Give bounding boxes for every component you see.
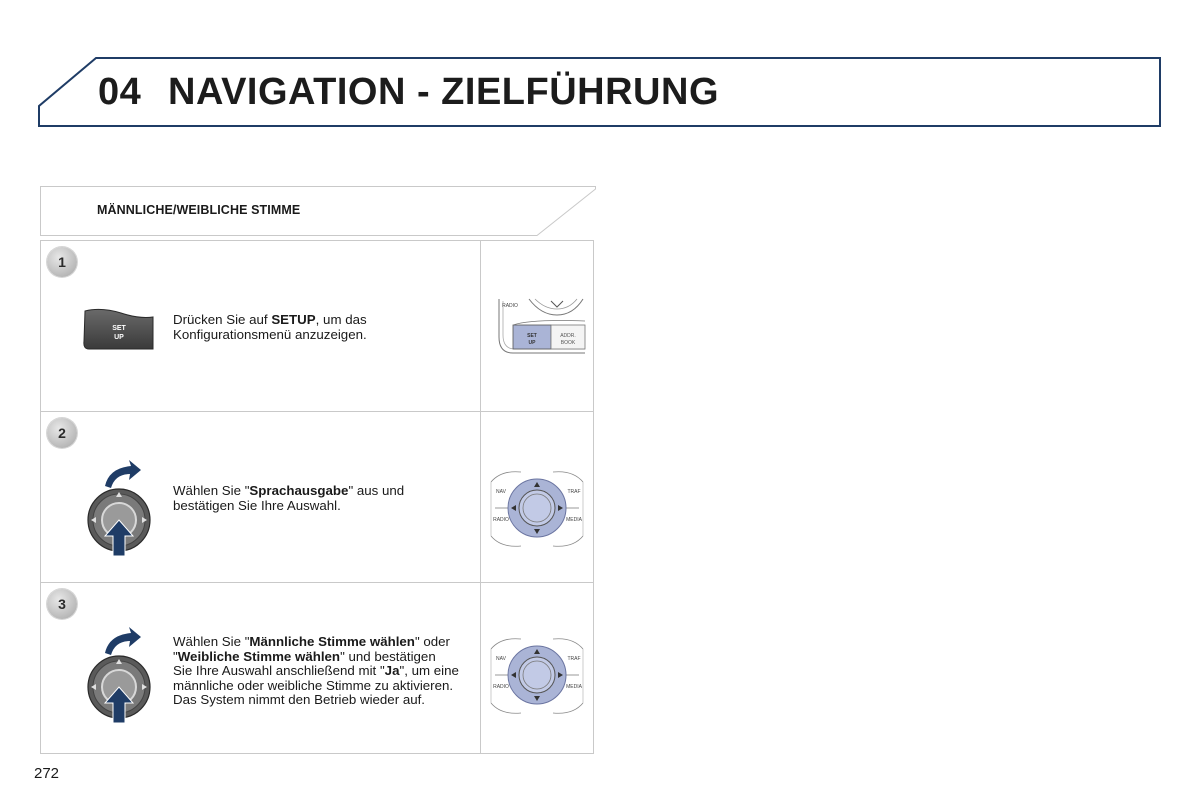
- nav-panel-diagram: [481, 583, 593, 754]
- step-2-text-c: " aus und: [348, 483, 405, 498]
- panel-media-label: MEDIA: [566, 517, 582, 523]
- rotary-knob-icon: [85, 625, 159, 730]
- step-number-badge: 1: [47, 247, 77, 277]
- step-3-text-g: Sie Ihre Auswahl anschließend mit ": [173, 663, 385, 678]
- panel-media-label: MEDIA: [566, 684, 582, 690]
- step-3-text-k: Das System nimmt den Betrieb wieder auf.: [173, 692, 426, 707]
- step-1-text-b: SETUP: [271, 312, 316, 327]
- step-3-panel: [481, 583, 593, 754]
- step-1-panel: [481, 241, 593, 411]
- step-3-text: [173, 635, 473, 708]
- setup-button-icon: [81, 305, 157, 358]
- panel-radio-label: RADIO: [493, 517, 509, 523]
- step-1-text-d: Konfigurationsmenü anzuzeigen.: [173, 326, 367, 342]
- steps-table: [40, 240, 594, 754]
- step-number-badge: 2: [47, 418, 77, 448]
- step-number-badge: 3: [47, 589, 77, 619]
- chapter-title: NAVIGATION - ZIELFÜHRUNG: [168, 71, 719, 113]
- panel-radio-label: RADIO: [493, 684, 509, 690]
- panel-addr-label-top: ADDR.: [560, 333, 576, 339]
- step-1-text-a: Drücken Sie auf: [173, 312, 272, 327]
- panel-radio-label: RADIO: [502, 303, 518, 309]
- rotary-knob-icon: [85, 458, 159, 563]
- step-1-text-c: , um das: [315, 312, 367, 327]
- page-number: 272: [34, 765, 60, 782]
- panel-setup-label-top: SET: [527, 333, 537, 339]
- setup-panel-diagram: [481, 241, 593, 412]
- setup-button-label-top: SET: [112, 325, 126, 332]
- step-3-text-c: " oder: [414, 634, 450, 649]
- panel-traf-label: TRAF: [567, 489, 581, 495]
- step-3-text-f: " und bestätigen: [340, 648, 436, 664]
- step-1-text: [173, 313, 473, 342]
- step-3-text-a: Wählen Sie ": [173, 634, 250, 649]
- step-1-instructions: [41, 241, 481, 411]
- panel-addr-label-bottom: BOOK: [560, 340, 576, 346]
- setup-button-label-bottom: UP: [114, 334, 124, 341]
- step-2-text-a: Wählen Sie ": [173, 483, 250, 498]
- panel-nav-label: NAV: [496, 489, 506, 495]
- step-row-2: [41, 412, 593, 583]
- step-3-text-h: Ja: [384, 663, 400, 678]
- section-title: MÄNNLICHE/WEIBLICHE STIMME: [97, 203, 301, 217]
- step-3-text-b: Männliche Stimme wählen: [249, 634, 415, 649]
- step-2-panel: [481, 412, 593, 582]
- step-3-text-e: Weibliche Stimme wählen: [177, 648, 341, 664]
- section-header: [40, 186, 596, 236]
- step-row-3: [41, 583, 593, 754]
- panel-setup-label-bottom: UP: [528, 340, 536, 346]
- panel-nav-label: NAV: [496, 656, 506, 662]
- step-3-text-i: ", um eine: [399, 663, 459, 678]
- step-2-text-d: bestätigen Sie Ihre Auswahl.: [173, 497, 341, 513]
- step-row-1: [41, 241, 593, 412]
- chapter-header: [38, 56, 1162, 128]
- step-2-text-b: Sprachausgabe: [249, 483, 349, 498]
- panel-traf-label: TRAF: [567, 656, 581, 662]
- nav-panel-diagram: [481, 412, 593, 583]
- step-2-text: [173, 484, 473, 513]
- step-2-instructions: [41, 412, 481, 582]
- step-3-text-d: ": [173, 648, 178, 664]
- step-3-text-j: männliche oder weibliche Stimme zu aktivieren.: [173, 677, 454, 693]
- chapter-number: 04: [98, 71, 142, 113]
- step-3-instructions: [41, 583, 481, 754]
